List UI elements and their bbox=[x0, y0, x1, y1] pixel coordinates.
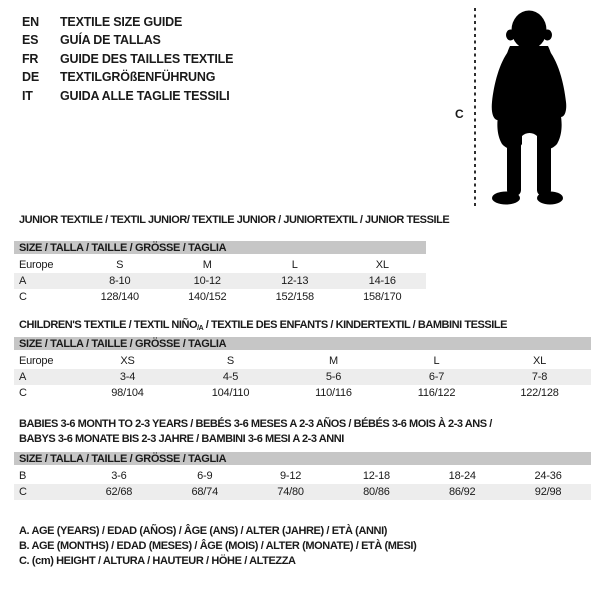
footnotes bbox=[19, 524, 416, 568]
row-label: Europe bbox=[19, 259, 54, 271]
babies-table-title bbox=[19, 417, 492, 447]
children-title-post: / TEXTILE DES ENFANTS / KINDERTEXTIL / BAMBINI TESSILE bbox=[203, 319, 508, 331]
language-row bbox=[22, 68, 233, 86]
table-cell: 6-9 bbox=[197, 470, 213, 482]
height-measure-label: C bbox=[455, 107, 464, 121]
size-header-bar: SIZE / TALLA / TAILLE / GRÖSSE / TAGLIA bbox=[14, 241, 426, 254]
language-row bbox=[22, 87, 233, 105]
babies-title-line2: BABYS 3-6 MONATE BIS 2-3 JAHRE / BAMBINI 3-6 MESI A 2-3 ANNI bbox=[19, 433, 344, 445]
language-text: GUIDA ALLE TAGLIE TESSILI bbox=[60, 88, 230, 103]
language-row bbox=[22, 13, 233, 31]
table-cell: 10-12 bbox=[193, 275, 221, 287]
table-cell: 9-12 bbox=[279, 470, 302, 482]
table-cell: XS bbox=[120, 355, 135, 367]
table-cell: 3-6 bbox=[111, 470, 127, 482]
children-size-table bbox=[14, 337, 591, 401]
table-cell: XL bbox=[375, 259, 389, 271]
language-code: EN bbox=[22, 15, 39, 29]
language-text: GUIDE DES TAILLES TEXTILE bbox=[60, 51, 234, 66]
language-row bbox=[22, 50, 233, 68]
babies-title-line1: BABIES 3-6 MONTH TO 2-3 YEARS / BEBÉS 3-6 MESES A 2-3 AÑOS / BÉBÉS 3-6 MOIS À 2-3 ANS / bbox=[19, 418, 492, 430]
table-row bbox=[14, 484, 591, 500]
footnote-b: B. AGE (MONTHS) / EDAD (MESES) / ÂGE (MOIS) / ALTER (MONATE) / ETÀ (MESI) bbox=[19, 539, 417, 552]
language-text: TEXTILGRÖßENFÜHRUNG bbox=[60, 70, 216, 85]
children-title-subscript: /A bbox=[197, 325, 204, 332]
table-cell: 122/128 bbox=[520, 387, 559, 399]
row-label: C bbox=[19, 291, 27, 303]
table-row bbox=[14, 369, 591, 385]
table-row bbox=[14, 353, 591, 369]
language-header bbox=[22, 13, 233, 105]
table-cell: S bbox=[116, 259, 124, 271]
table-cell: 140/152 bbox=[188, 291, 227, 303]
height-measure-dashed-line bbox=[474, 8, 476, 206]
table-row bbox=[14, 273, 426, 289]
language-code: FR bbox=[22, 51, 39, 66]
children-table-title bbox=[19, 319, 507, 332]
table-cell: 152/158 bbox=[275, 291, 314, 303]
baby-silhouette-icon bbox=[481, 6, 578, 208]
table-row bbox=[14, 257, 426, 273]
table-cell: 14-16 bbox=[368, 275, 396, 287]
language-text: TEXTILE SIZE GUIDE bbox=[60, 15, 183, 29]
language-code: ES bbox=[22, 33, 39, 48]
table-cell: 104/110 bbox=[211, 387, 250, 399]
table-cell: 98/104 bbox=[111, 387, 144, 399]
table-cell: L bbox=[433, 355, 440, 367]
babies-size-table bbox=[14, 452, 591, 500]
table-cell: L bbox=[291, 259, 298, 271]
table-cell: 6-7 bbox=[428, 371, 445, 383]
table-cell: 12-18 bbox=[362, 470, 390, 482]
junior-size-table bbox=[14, 241, 426, 305]
size-header-bar: SIZE / TALLA / TAILLE / GRÖSSE / TAGLIA bbox=[14, 337, 591, 350]
table-cell: 116/122 bbox=[417, 387, 456, 399]
size-header-bar: SIZE / TALLA / TAILLE / GRÖSSE / TAGLIA bbox=[14, 452, 591, 465]
table-cell: 74/80 bbox=[277, 486, 304, 498]
table-cell: 7-8 bbox=[531, 371, 548, 383]
row-label: A bbox=[19, 275, 27, 287]
language-code: IT bbox=[22, 88, 33, 103]
table-cell: 92/98 bbox=[534, 486, 562, 498]
row-label: B bbox=[19, 470, 27, 482]
table-cell: XL bbox=[532, 355, 547, 367]
table-cell: 24-36 bbox=[534, 470, 562, 482]
table-cell: 4-5 bbox=[222, 371, 239, 383]
footnote-c: C. (cm) HEIGHT / ALTURA / HAUTEUR / HÖHE / ALTEZZA bbox=[19, 554, 296, 567]
table-cell: 12-13 bbox=[281, 275, 309, 287]
footnote-a: A. AGE (YEARS) / EDAD (AÑOS) / ÂGE (ANS) / ALTER (JAHRE) / ETÀ (ANNI) bbox=[19, 525, 387, 537]
table-cell: S bbox=[226, 355, 235, 367]
table-cell: 86/92 bbox=[448, 486, 476, 498]
table-cell: 3-4 bbox=[119, 371, 136, 383]
table-row bbox=[14, 289, 426, 305]
table-cell: 110/116 bbox=[315, 387, 352, 399]
row-label: Europe bbox=[19, 355, 54, 367]
junior-table-title: JUNIOR TEXTILE / TEXTIL JUNIOR/ TEXTILE JUNIOR / JUNIORTEXTIL / JUNIOR TESSILE bbox=[19, 214, 450, 226]
row-label: C bbox=[19, 387, 27, 399]
row-label: A bbox=[19, 371, 27, 383]
table-cell: 128/140 bbox=[100, 291, 139, 303]
table-cell: 8-10 bbox=[109, 275, 131, 287]
table-cell: 5-6 bbox=[325, 371, 342, 383]
table-row bbox=[14, 468, 591, 484]
table-row bbox=[14, 385, 591, 401]
table-cell: 62/68 bbox=[105, 486, 133, 498]
children-title-pre: CHILDREN'S TEXTILE / TEXTIL NIÑO bbox=[19, 319, 198, 331]
table-cell: M bbox=[329, 355, 338, 367]
table-cell: 80/86 bbox=[363, 486, 390, 498]
language-row bbox=[22, 31, 233, 49]
language-text: GUÍA DE TALLAS bbox=[60, 33, 161, 48]
table-cell: 158/170 bbox=[363, 291, 402, 303]
table-cell: 68/74 bbox=[191, 486, 218, 498]
row-label: C bbox=[19, 486, 27, 498]
language-code: DE bbox=[22, 70, 39, 85]
table-cell: 18-24 bbox=[448, 470, 476, 482]
table-cell: M bbox=[202, 259, 212, 271]
